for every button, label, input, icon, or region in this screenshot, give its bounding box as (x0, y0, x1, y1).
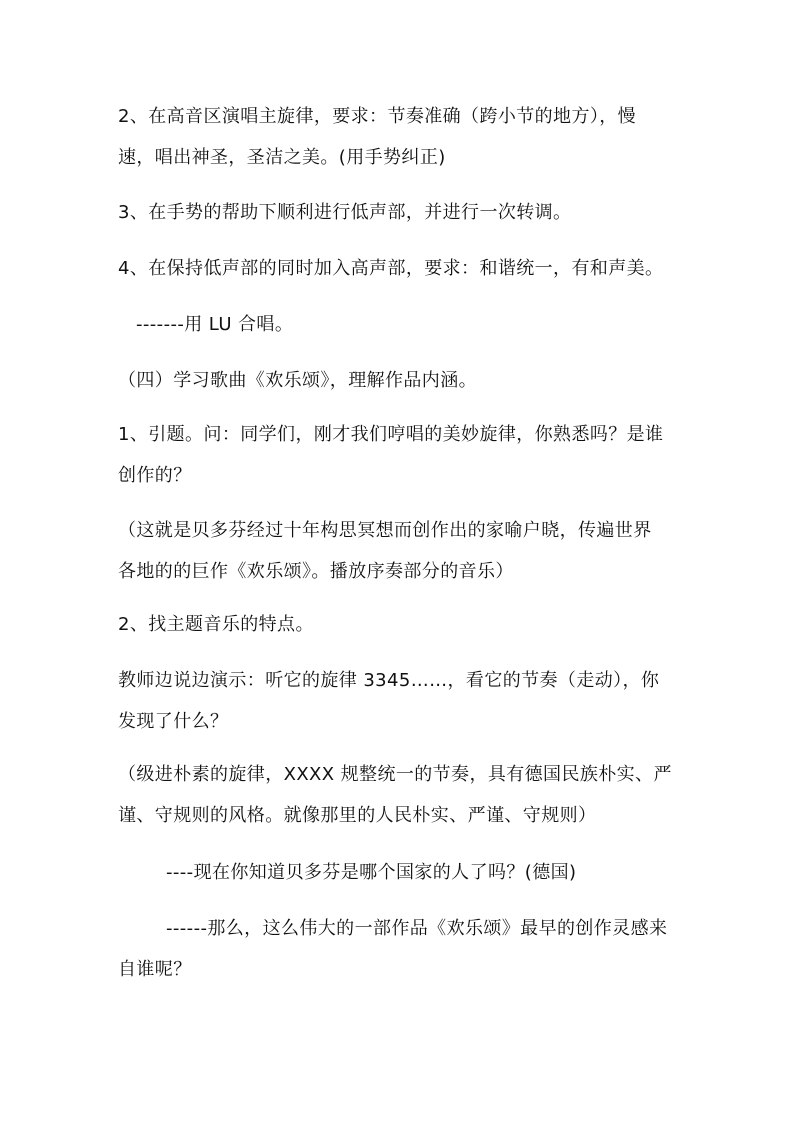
text-line: 3、在手势的帮助下顺利进行低声部，并进行一次转调。 (118, 202, 572, 223)
text-line: ----现在你知道贝多芬是哪个国家的人了吗？(德国) (166, 862, 577, 883)
text-line: 2、在高音区演唱主旋律，要求：节奏准确（跨小节的地方），慢 (118, 106, 637, 127)
paragraph-theme-features (118, 604, 678, 645)
paragraph-melody-style-answer (118, 754, 678, 836)
text-line: 2、找主题音乐的特点。 (118, 614, 314, 635)
paragraph-add-high-voice (118, 248, 678, 289)
paragraph-inspiration-question (118, 908, 678, 990)
text-line: （这就是贝多芬经过十年构思冥想而创作出的家喻户晓，传遍世界 (118, 520, 652, 541)
section-heading-learn-song (118, 360, 678, 401)
paragraph-lu-chorus (136, 304, 696, 345)
text-line: 4、在保持低声部的同时加入高声部，要求：和谐统一，有和声美。 (118, 258, 664, 279)
paragraph-high-register-melody (118, 96, 678, 178)
paragraph-low-voice-part (118, 192, 678, 233)
text-line: 谨、守规则的风格。就像那里的人民朴实、严谨、守规则） (118, 805, 597, 826)
text-line: 创作的？ (118, 465, 192, 486)
text-line: 发现了什么？ (118, 711, 229, 732)
text-line: （级进朴素的旋律，XXXX 规整统一的节奏，具有德国民族朴实、严 (118, 764, 672, 785)
text-line: 1、引题。问：同学们，刚才我们哼唱的美妙旋律，你熟悉吗？是谁 (118, 424, 664, 445)
text-line: 自谁呢？ (118, 959, 192, 980)
paragraph-country-question (166, 852, 726, 893)
text-line: 各地的的巨作《欢乐颂》。播放序奏部分的音乐） (118, 561, 514, 582)
text-line: （四）学习歌曲《欢乐颂》，理解作品内涵。 (118, 370, 477, 391)
text-line: 速，唱出神圣，圣洁之美。(用手势纠正) (118, 147, 446, 168)
paragraph-beethoven-context (118, 510, 678, 592)
paragraph-introduction-question (118, 414, 678, 496)
text-line: -------用 LU 合唱。 (136, 314, 294, 335)
text-line: 教师边说边演示：听它的旋律 3345……，看它的节奏（走动），你 (118, 670, 660, 691)
text-line: ------那么，这么伟大的一部作品《欢乐颂》最早的创作灵感来 (166, 918, 668, 939)
paragraph-teacher-demonstration (118, 660, 678, 742)
